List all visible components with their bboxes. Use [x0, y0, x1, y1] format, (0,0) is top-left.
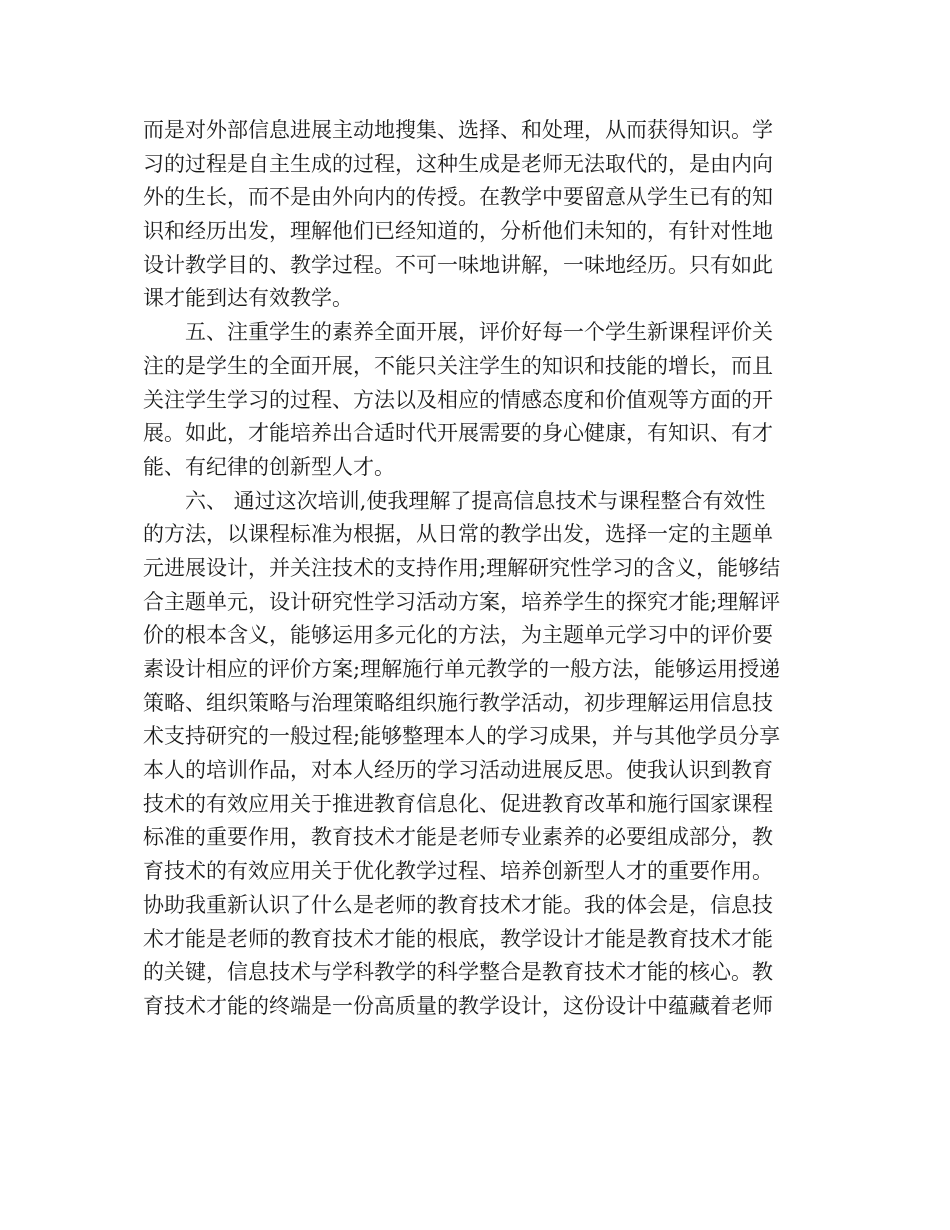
text-line: 协助我重新认识了什么是老师的教育技术才能。我的体会是，信息技 — [143, 892, 773, 917]
text-line: 技术的有效应用关于推进教育信息化、促进教育改革和施行国家课程 — [143, 791, 773, 816]
text-line: 育技术的有效应用关于优化教学过程、培养创新型人才的重要作用。 — [143, 859, 773, 884]
text-line: 素设计相应的评价方案;理解施行单元教学的一般方法，能够运用授递 — [143, 657, 781, 681]
document-body — [143, 114, 813, 1024]
text-line: 六、 通过这次培训,使我理解了提高信息技术与课程整合有效性 — [143, 488, 766, 513]
text-line: 外的生长，而不是由外向内的传授。在教学中要留意从学生已有的知 — [143, 185, 773, 210]
text-line: 元进展设计，并关注技术的支持作用;理解研究性学习的含义，能够结 — [143, 555, 781, 580]
text-line: 术支持研究的一般过程;能够整理本人的学习成果，并与其他学员分享 — [143, 724, 781, 749]
text-line: 育技术才能的终端是一份高质量的教学设计，这份设计中蕴藏着老师 — [143, 993, 773, 1018]
text-line: 的关键，信息技术与学科教学的科学整合是教育技术才能的核心。教 — [143, 960, 773, 985]
text-line: 关注学生学习的过程、方法以及相应的情感态度和价值观等方面的开 — [143, 387, 773, 412]
text-line: 而是对外部信息进展主动地搜集、选择、和处理，从而获得知识。学 — [143, 118, 773, 142]
text-line: 能、有纪律的创新型人才。 — [143, 454, 395, 479]
text-line: 注的是学生的全面开展，不能只关注学生的知识和技能的增长，而且 — [143, 353, 773, 378]
text-line: 习的过程是自主生成的过程，这种生成是老师无法取代的，是由内向 — [143, 151, 773, 176]
text-line: 策略、组织策略与治理策略组织施行教学活动，初步理解运用信息技 — [143, 690, 773, 715]
text-line: 展。如此，才能培养出合适时代开展需要的身心健康，有知识、有才 — [143, 421, 773, 446]
text-line: 合主题单元，设计研究性学习活动方案，培养学生的探究才能;理解评 — [143, 589, 781, 614]
text-line: 设计教学目的、教学过程。不可一味地讲解，一味地经历。只有如此 — [143, 252, 773, 277]
text-line: 的方法，以课程标准为根据，从日常的教学出发，选择一定的主题单 — [143, 522, 773, 547]
text-line: 本人的培训作品，对本人经历的学习活动进展反思。使我认识到教育 — [143, 758, 773, 783]
text-line: 课才能到达有效教学。 — [143, 286, 353, 311]
text-line: 价的根本含义，能够运用多元化的方法，为主题单元学习中的评价要 — [143, 623, 773, 648]
text-line: 五、注重学生的素养全面开展，评价好每一个学生新课程评价关 — [143, 320, 773, 345]
text-line: 术才能是老师的教育技术才能的根底，教学设计才能是教育技术才能 — [143, 926, 773, 951]
text-line: 识和经历出发，理解他们已经知道的，分析他们未知的，有针对性地 — [143, 219, 773, 244]
text-line: 标准的重要作用，教育技术才能是老师专业素养的必要组成部分，教 — [143, 825, 773, 850]
